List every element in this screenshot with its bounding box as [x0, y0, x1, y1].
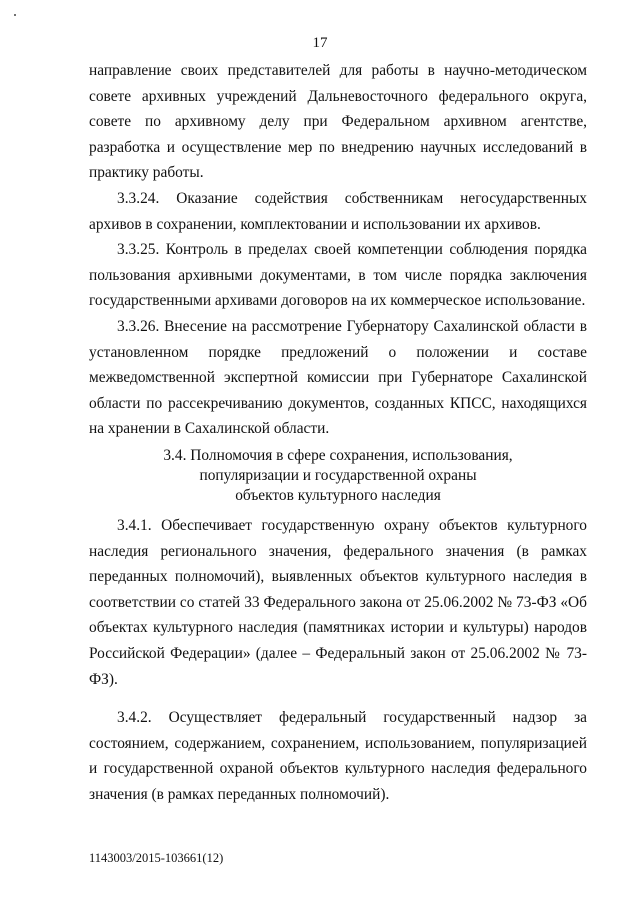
paragraph-continued: направление своих представителей для работы в научно-методическом совете архивных учреждений Дальневосточного федерального округа, совете по архивному делу при Федеральном архивном агентстве, разработка и осуществление мер по внедрению научных исследований в практику работы. [89, 62, 587, 182]
bottom-text-block [89, 513, 587, 808]
section-heading [89, 446, 587, 506]
paragraph-3-3-24: 3.3.24. Оказание содействия собственникам негосударственных архивов в сохранении, комплектовании и использовании их архивов. [89, 189, 587, 233]
top-text-block [89, 58, 587, 442]
paragraph-3-3-26: 3.3.26. Внесение на рассмотрение Губернатору Сахалинской области в установленном порядке предложений о положении и составе межведомственной экспертной комиссии при Губернаторе Сахалинской области по рассекречиванию документов, созданных КПСС, находящихся на хранении в Сахалинской области. [89, 317, 587, 438]
section-heading-line-1: 3.4. Полномочия в сфере сохранения, использования, [163, 447, 513, 464]
section-heading-line-2: популяризации и государственной охраны [199, 467, 477, 484]
scan-speck [14, 14, 16, 16]
paragraph-3-3-25: 3.3.25. Контроль в пределах своей компетенции соблюдения порядка пользования архивными документами, в том числе порядка заключения государственными архивами договоров на их коммерческое использование. [89, 241, 587, 310]
page-number: 17 [312, 35, 328, 51]
section-heading-line-3: объектов культурного наследия [235, 487, 441, 504]
paragraph-3-4-2: 3.4.2. Осуществляет федеральный государственный надзор за состоянием, содержанием, сохранением, использованием, популяризацией и государственной охраной объектов культурного наследия федерального значения (в рамках переданных полномочий). [89, 709, 587, 803]
document-code: 1143003/2015-103661(12) [89, 851, 224, 865]
paragraph-3-4-1: 3.4.1. Обеспечивает государственную охрану объектов культурного наследия регионального значения, федерального значения (в рамках переданных полномочий), выявленных объектов культурного наследия в соответствии со статей 33 Федерального закона от 25.06.2002 № 73-ФЗ «Об объектах культурного наследия (памятниках истории и культуры) народов Российской Федерации» (далее – Федеральный закон от 25.06.2002 № 73-ФЗ). [89, 517, 587, 688]
